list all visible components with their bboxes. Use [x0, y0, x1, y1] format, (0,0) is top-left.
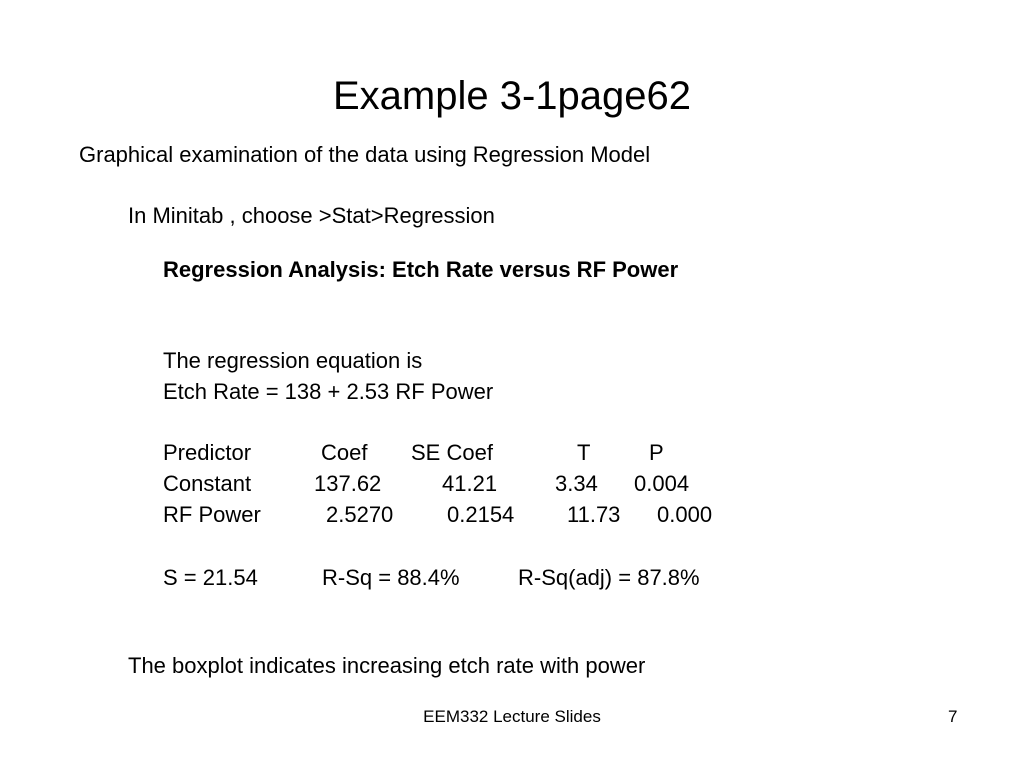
cell-se-coef: 0.2154	[447, 502, 515, 527]
cell-se-coef: 41.21	[442, 471, 498, 496]
analysis-heading: Regression Analysis: Etch Rate versus RF Power	[163, 257, 679, 282]
cell-p: 0.000	[657, 502, 713, 527]
subtitle-text: Graphical examination of the data using Regression Model	[79, 142, 651, 167]
regression-equation: Etch Rate = 138 + 2.53 RF Power	[163, 379, 494, 404]
row-label: Constant	[163, 471, 252, 496]
header-p: P	[649, 440, 664, 465]
header-t: T	[577, 440, 591, 465]
equation-intro: The regression equation is	[163, 348, 423, 373]
stat-rsq: R-Sq = 88.4%	[322, 565, 460, 590]
cell-coef: 137.62	[314, 471, 382, 496]
header-coef: Coef	[321, 440, 368, 465]
slide-title: Example 3-1page62	[332, 74, 692, 118]
stat-rsq-adj: R-Sq(adj) = 87.8%	[518, 565, 700, 590]
header-se-coef: SE Coef	[411, 440, 493, 465]
header-predictor: Predictor	[163, 440, 252, 465]
cell-t: 11.73	[567, 502, 621, 527]
cell-coef: 2.5270	[326, 502, 394, 527]
footer-course: EEM332 Lecture Slides	[423, 707, 601, 726]
stat-s: S = 21.54	[163, 565, 258, 590]
conclusion-text: The boxplot indicates increasing etch rate with power	[128, 653, 646, 678]
minitab-instruction: In Minitab , choose >Stat>Regression	[128, 203, 495, 228]
cell-t: 3.34	[555, 471, 598, 496]
cell-p: 0.004	[634, 471, 690, 496]
footer-page-number: 7	[948, 707, 958, 726]
row-label: RF Power	[163, 502, 261, 527]
